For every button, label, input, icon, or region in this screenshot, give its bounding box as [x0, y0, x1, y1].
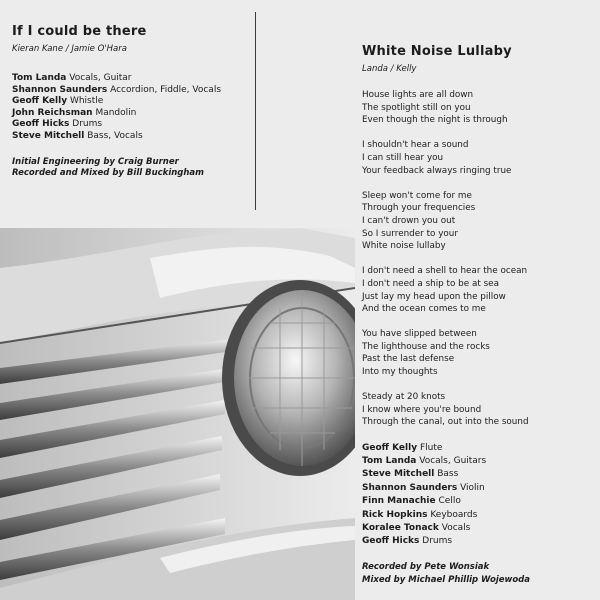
- credit-line: [12, 108, 247, 120]
- lyric-stanza: [362, 391, 592, 429]
- musician-name: Tom Landa: [12, 73, 67, 83]
- musician-name: Geoff Kelly: [12, 96, 68, 107]
- car-headlight-photo: [0, 228, 355, 600]
- lyric-line: Steady at 20 knots: [362, 392, 446, 403]
- credit-line: [12, 96, 247, 108]
- lyrics: [362, 89, 592, 429]
- musician-name: Rick Hopkins: [362, 509, 428, 520]
- lyric-line: I can't drown you out: [362, 215, 456, 226]
- right-credits-list: [362, 442, 592, 549]
- credit-line: [362, 509, 592, 522]
- left-song-title: If I could be there: [12, 24, 147, 39]
- musician-name: Steve Mitchell: [12, 130, 85, 141]
- musician-role: Drums: [422, 536, 453, 547]
- credit-line: [362, 442, 592, 455]
- lyric-stanza: [362, 265, 592, 315]
- lyric-line: The lighthouse and the rocks: [362, 341, 490, 352]
- right-engineering-credits: [362, 561, 592, 587]
- left-song-writers: Kieran Kane / Jamie O'Hara: [12, 44, 127, 54]
- credit-line: [12, 73, 247, 85]
- musician-role: Whistle: [69, 96, 104, 107]
- lyric-line: I know where you're bound: [362, 404, 482, 415]
- left-credits-list: [12, 73, 247, 143]
- column-divider: [255, 12, 256, 210]
- lyric-line: Sleep won't come for me: [362, 190, 472, 201]
- lyric-line: White noise lullaby: [362, 241, 446, 252]
- engineering-line: Recorded by Pete Wonsiak: [362, 561, 490, 572]
- engineering-line: Mixed by Michael Phillip Wojewoda: [362, 574, 531, 585]
- lyric-stanza: [362, 89, 592, 127]
- right-song-writers: Landa / Kelly: [362, 64, 417, 74]
- lyric-line: Just lay my head upon the pillow: [362, 291, 506, 302]
- credit-line: [362, 522, 592, 535]
- credit-line: [362, 495, 592, 508]
- musician-name: Finn Manachie: [362, 496, 436, 507]
- credit-line: [362, 482, 592, 495]
- lyric-stanza: [362, 139, 592, 177]
- musician-role: Violin: [460, 482, 485, 493]
- musician-name: Geoff Kelly: [362, 442, 418, 453]
- musician-role: Mandolin: [95, 107, 137, 118]
- lyric-line: Through the canal, out into the sound: [362, 417, 529, 428]
- lyric-line: I can still hear you: [362, 152, 444, 163]
- lyric-line: I don't need a shell to hear the ocean: [362, 266, 528, 277]
- lyric-line: I shouldn't hear a sound: [362, 140, 469, 151]
- lyric-line: House lights are all down: [362, 90, 474, 100]
- musician-name: Shannon Saunders: [362, 482, 458, 493]
- musician-role: Flute: [419, 442, 443, 453]
- credit-line: [12, 119, 247, 131]
- musician-name: Koralee Tonack: [362, 523, 439, 534]
- lyric-line: Past the last defense: [362, 354, 455, 365]
- musician-role: Vocals, Guitar: [69, 73, 132, 83]
- lyric-line: And the ocean comes to me: [362, 304, 486, 315]
- musician-role: Cello: [438, 496, 461, 507]
- musician-name: Geoff Hicks: [362, 536, 420, 547]
- lyric-line: Your feedback always ringing true: [362, 165, 512, 176]
- musician-name: Tom Landa: [362, 456, 417, 467]
- credit-line: [362, 535, 592, 548]
- lyric-line: So I surrender to your: [362, 228, 459, 239]
- musician-role: Vocals: [441, 523, 471, 534]
- credit-line: [362, 455, 592, 468]
- lyric-stanza: [362, 190, 592, 253]
- lyric-line: The spotlight still on you: [362, 102, 471, 113]
- left-engineering-credits: [12, 157, 247, 180]
- right-song-section: [362, 44, 592, 587]
- lyric-line: Into my thoughts: [362, 367, 438, 378]
- musician-name: John Reichsman: [12, 107, 93, 118]
- lyric-line: I don't need a ship to be at sea: [362, 278, 499, 289]
- credit-line: [362, 468, 592, 481]
- engineering-line: Recorded and Mixed by Bill Buckingham: [12, 168, 205, 179]
- right-song-title: White Noise Lullaby: [362, 44, 512, 59]
- musician-name: Steve Mitchell: [362, 469, 435, 480]
- musician-name: Geoff Hicks: [12, 119, 70, 130]
- left-song-section: [12, 24, 247, 180]
- lyric-line: You have slipped between: [362, 329, 477, 340]
- musician-role: Vocals, Guitars: [419, 456, 487, 467]
- musician-role: Keyboards: [430, 509, 478, 520]
- musician-name: Shannon Saunders: [12, 84, 108, 95]
- musician-role: Drums: [72, 119, 103, 130]
- credit-line: [12, 131, 247, 143]
- engineering-line: Initial Engineering by Craig Burner: [12, 156, 179, 167]
- musician-role: Bass: [437, 469, 459, 480]
- lyric-stanza: [362, 328, 592, 378]
- lyric-line: Even though the night is through: [362, 115, 508, 126]
- credit-line: [12, 85, 247, 97]
- lyric-line: Through your frequencies: [362, 203, 476, 214]
- musician-role: Accordion, Fiddle, Vocals: [110, 84, 222, 95]
- musician-role: Bass, Vocals: [87, 130, 143, 141]
